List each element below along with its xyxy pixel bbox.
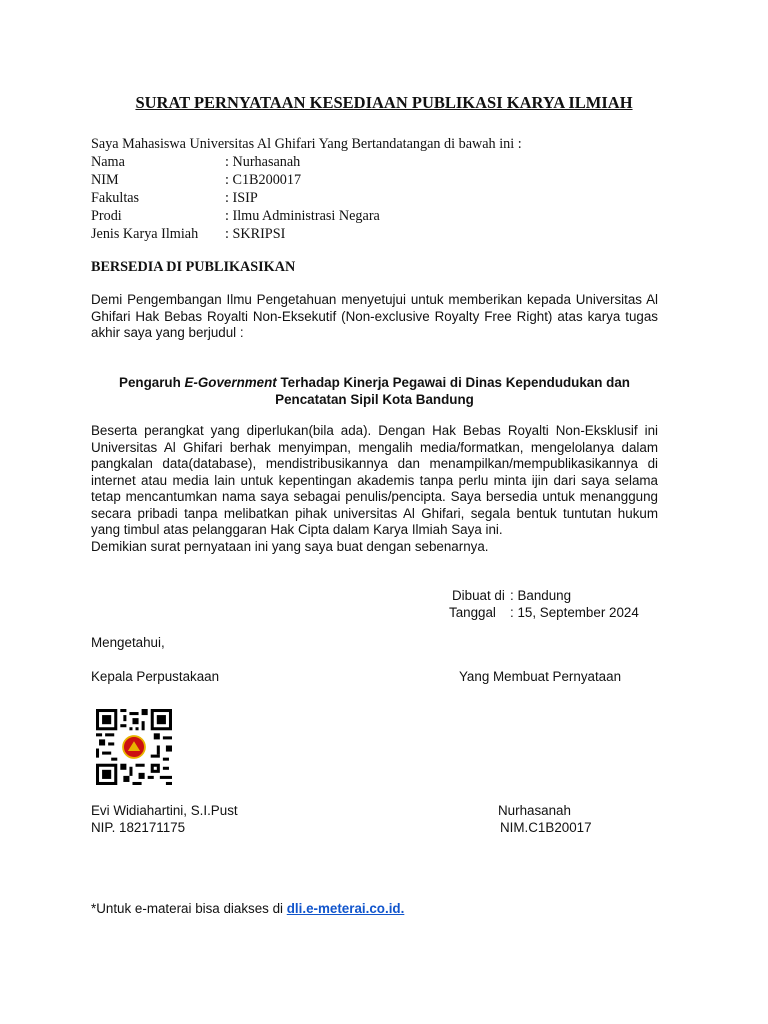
identity-label: Prodi: [91, 208, 122, 224]
identity-value: : C1B200017: [225, 172, 302, 188]
identity-row-name: [91, 153, 522, 171]
acknowledged-label: Mengetahui,: [91, 635, 165, 650]
thesis-title: [91, 374, 658, 408]
right-signer-name: Nurhasanah: [498, 803, 571, 818]
thesis-title-part: Pengaruh: [119, 375, 185, 390]
intro-line: Saya Mahasiswa Universitas Al Ghifari Yang Bertandatangan di bawah ini :: [91, 136, 522, 152]
left-signer-name: Evi Widiahartini, S.I.Pust: [91, 803, 238, 818]
identity-value: : ISIP: [225, 190, 258, 206]
section-heading: BERSEDIA DI PUBLIKASIKAN: [91, 259, 296, 275]
identity-label: Fakultas: [91, 190, 140, 206]
right-signer-block: [498, 802, 592, 836]
paragraph-closing: Demikian surat pernyataan ini yang saya buat dengan sebenarnya.: [91, 538, 489, 554]
thesis-title-part: Terhadap Kinerja Pegawai di Dinas Kependudukan dan Pencatatan Sipil Kota Bandung: [275, 375, 630, 407]
emeterai-link[interactable]: dli.e-meterai.co.id.: [286, 901, 405, 916]
thesis-title-italic: E-Government: [184, 375, 277, 390]
qr-code-icon: [96, 709, 172, 785]
date-label: Tanggal: [449, 605, 496, 620]
identity-block: [91, 135, 522, 243]
identity-value: : Ilmu Administrasi Negara: [225, 208, 380, 224]
date-value: : 15, September 2024: [510, 605, 639, 620]
identity-label: Jenis Karya Ilmiah: [91, 226, 199, 242]
footnote-text: *Untuk e-materai bisa diakses di: [91, 901, 287, 916]
place-row: [452, 587, 639, 604]
identity-row-prodi: [91, 207, 522, 225]
identity-value: : Nurhasanah: [225, 154, 301, 170]
paragraph-agreement: Demi Pengembangan Ilmu Pengetahuan menyetujui untuk memberikan kepada Universitas Al Ghifari Hak Bebas Royalti Non-Eksekutif (Non-exclusive Royalty Free Right) atas karya tugas akhir saya yang berjudul :: [91, 292, 658, 340]
paragraph-rights: [91, 423, 658, 555]
place-value: : Bandung: [510, 588, 572, 603]
identity-row-jenis: [91, 225, 522, 243]
place-label: Dibuat di: [452, 588, 505, 603]
identity-label: Nama: [91, 154, 125, 170]
identity-label: NIM: [91, 172, 119, 188]
left-signer-block: [91, 802, 238, 836]
right-signer-role: Yang Membuat Pernyataan: [459, 669, 622, 684]
document-title: SURAT PERNYATAAN KESEDIAAN PUBLIKASI KARYA ILMIAH: [135, 93, 633, 112]
paragraph-rights-body: Beserta perangkat yang diperlukan(bila ada). Dengan Hak Bebas Royalti Non-Eksklusif ini Universitas Al Ghifari berhak menyimpan, mengalih media/formatkan, mengelolanya dalam pangkalan data(database), mendistribusikannya dan menampilkan/mempublikasikannya di internet atau media lain untuk kepentingan akademis tanpa perlu minta ijin dari saya selama tetap mencantumkan nama saya sebagai penulis/pencipta. Saya bersedia untuk menanggung secara pribadi tanpa melibatkan pihak universitas Al Ghifari, segala bentuk tuntutan hukum yang timbul atas pelanggaran Hak Cipta dalam Karya Ilmiah Saya ini.: [91, 423, 658, 537]
left-signer-role: Kepala Perpustakaan: [91, 669, 220, 684]
left-signer-id: NIP. 182171175: [91, 820, 186, 835]
identity-row-fakultas: [91, 189, 522, 207]
identity-row-nim: [91, 171, 522, 189]
right-signer-id: NIM.C1B20017: [500, 820, 592, 835]
date-row: [449, 604, 639, 621]
identity-value: : SKRIPSI: [225, 226, 286, 242]
place-date-block: [449, 587, 639, 621]
footnote: [91, 901, 404, 916]
